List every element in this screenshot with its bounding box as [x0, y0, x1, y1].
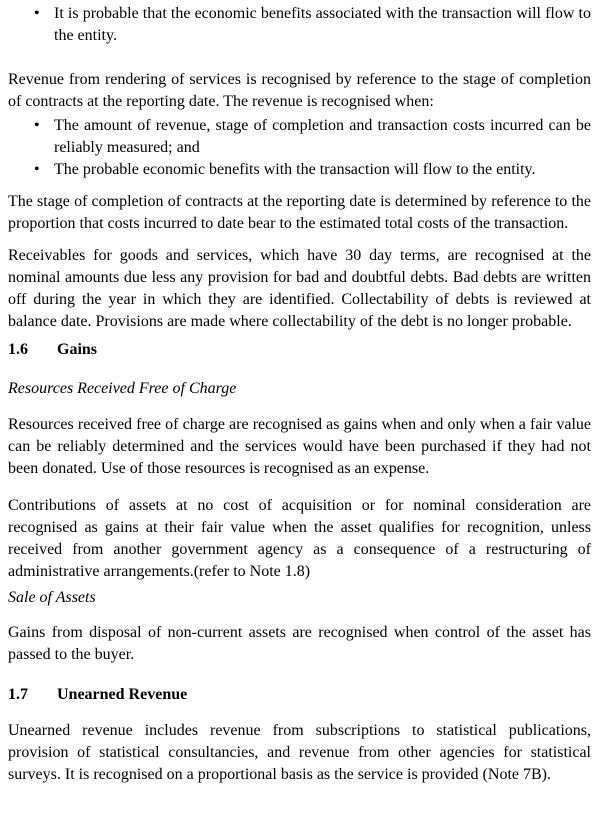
list-item: [8, 115, 591, 159]
section-heading-unearned-revenue: [8, 684, 591, 706]
revenue-criteria-list: [8, 115, 591, 181]
list-item-text: The probable economic benefits with the transaction will flow to the entity.: [54, 161, 536, 178]
section-heading-gains: [8, 339, 591, 361]
bullet-icon: •: [34, 5, 40, 22]
list-item-text: The amount of revenue, stage of completion and transaction costs incurred can be reliably measured; and: [54, 117, 591, 156]
paragraph-stage-of-completion: The stage of completion of contracts at the reporting date is determined by reference to the proportion that costs incurred to date bear to the estimated total costs of the transaction.: [8, 193, 591, 232]
subheading-resources-received-free-of-charge: Resources Received Free of Charge: [8, 380, 237, 397]
list-item: [8, 159, 591, 181]
paragraph-contributions-of-assets: Contributions of assets at no cost of acquisition or for nominal consideration are recognised as gains at their fair value when the asset qualifies for recognition, unless received from another government agency as a consequence of a restructuring of administrative arrangements.(refer to Note 1.8): [8, 497, 591, 580]
list-item: [8, 3, 591, 47]
recognition-criteria-list-top: [8, 3, 591, 47]
bullet-icon: •: [34, 161, 40, 178]
paragraph-resources-free-of-charge: Resources received free of charge are recognised as gains when and only when a fair value can be reliably determined and the services would have been purchased if they had not been donated. Use of those resources is recognised as an expense.: [8, 416, 591, 477]
list-item-text: It is probable that the economic benefits associated with the transaction will flow to the entity.: [54, 5, 591, 44]
paragraph-unearned-revenue: Unearned revenue includes revenue from subscriptions to statistical publications, provision of statistical consultancies, and revenue from other agencies for statistical surveys. It is recognised on a proportional basis as the service is provided (Note 7B).: [8, 722, 591, 783]
section-number: 1.6: [8, 341, 28, 358]
subheading-sale-of-assets: Sale of Assets: [8, 589, 96, 606]
section-title: Gains: [57, 341, 98, 358]
paragraph-gains-from-disposal: Gains from disposal of non-current assets are recognised when control of the asset has passed to the buyer.: [8, 624, 591, 663]
section-title: Unearned Revenue: [57, 686, 188, 703]
paragraph-receivables: Receivables for goods and services, which have 30 day terms, are recognised at the nominal amounts due less any provision for bad and doubtful debts. Bad debts are written off during the year in which they are identified. Collectability of debts is reviewed at balance date. Provisions are made where collectability of the debt is no longer probable.: [8, 247, 591, 330]
bullet-icon: •: [34, 117, 40, 134]
section-number: 1.7: [8, 686, 28, 703]
paragraph-revenue-services: Revenue from rendering of services is recognised by reference to the stage of completion of contracts at the reporting date. The revenue is recognised when:: [8, 71, 591, 110]
